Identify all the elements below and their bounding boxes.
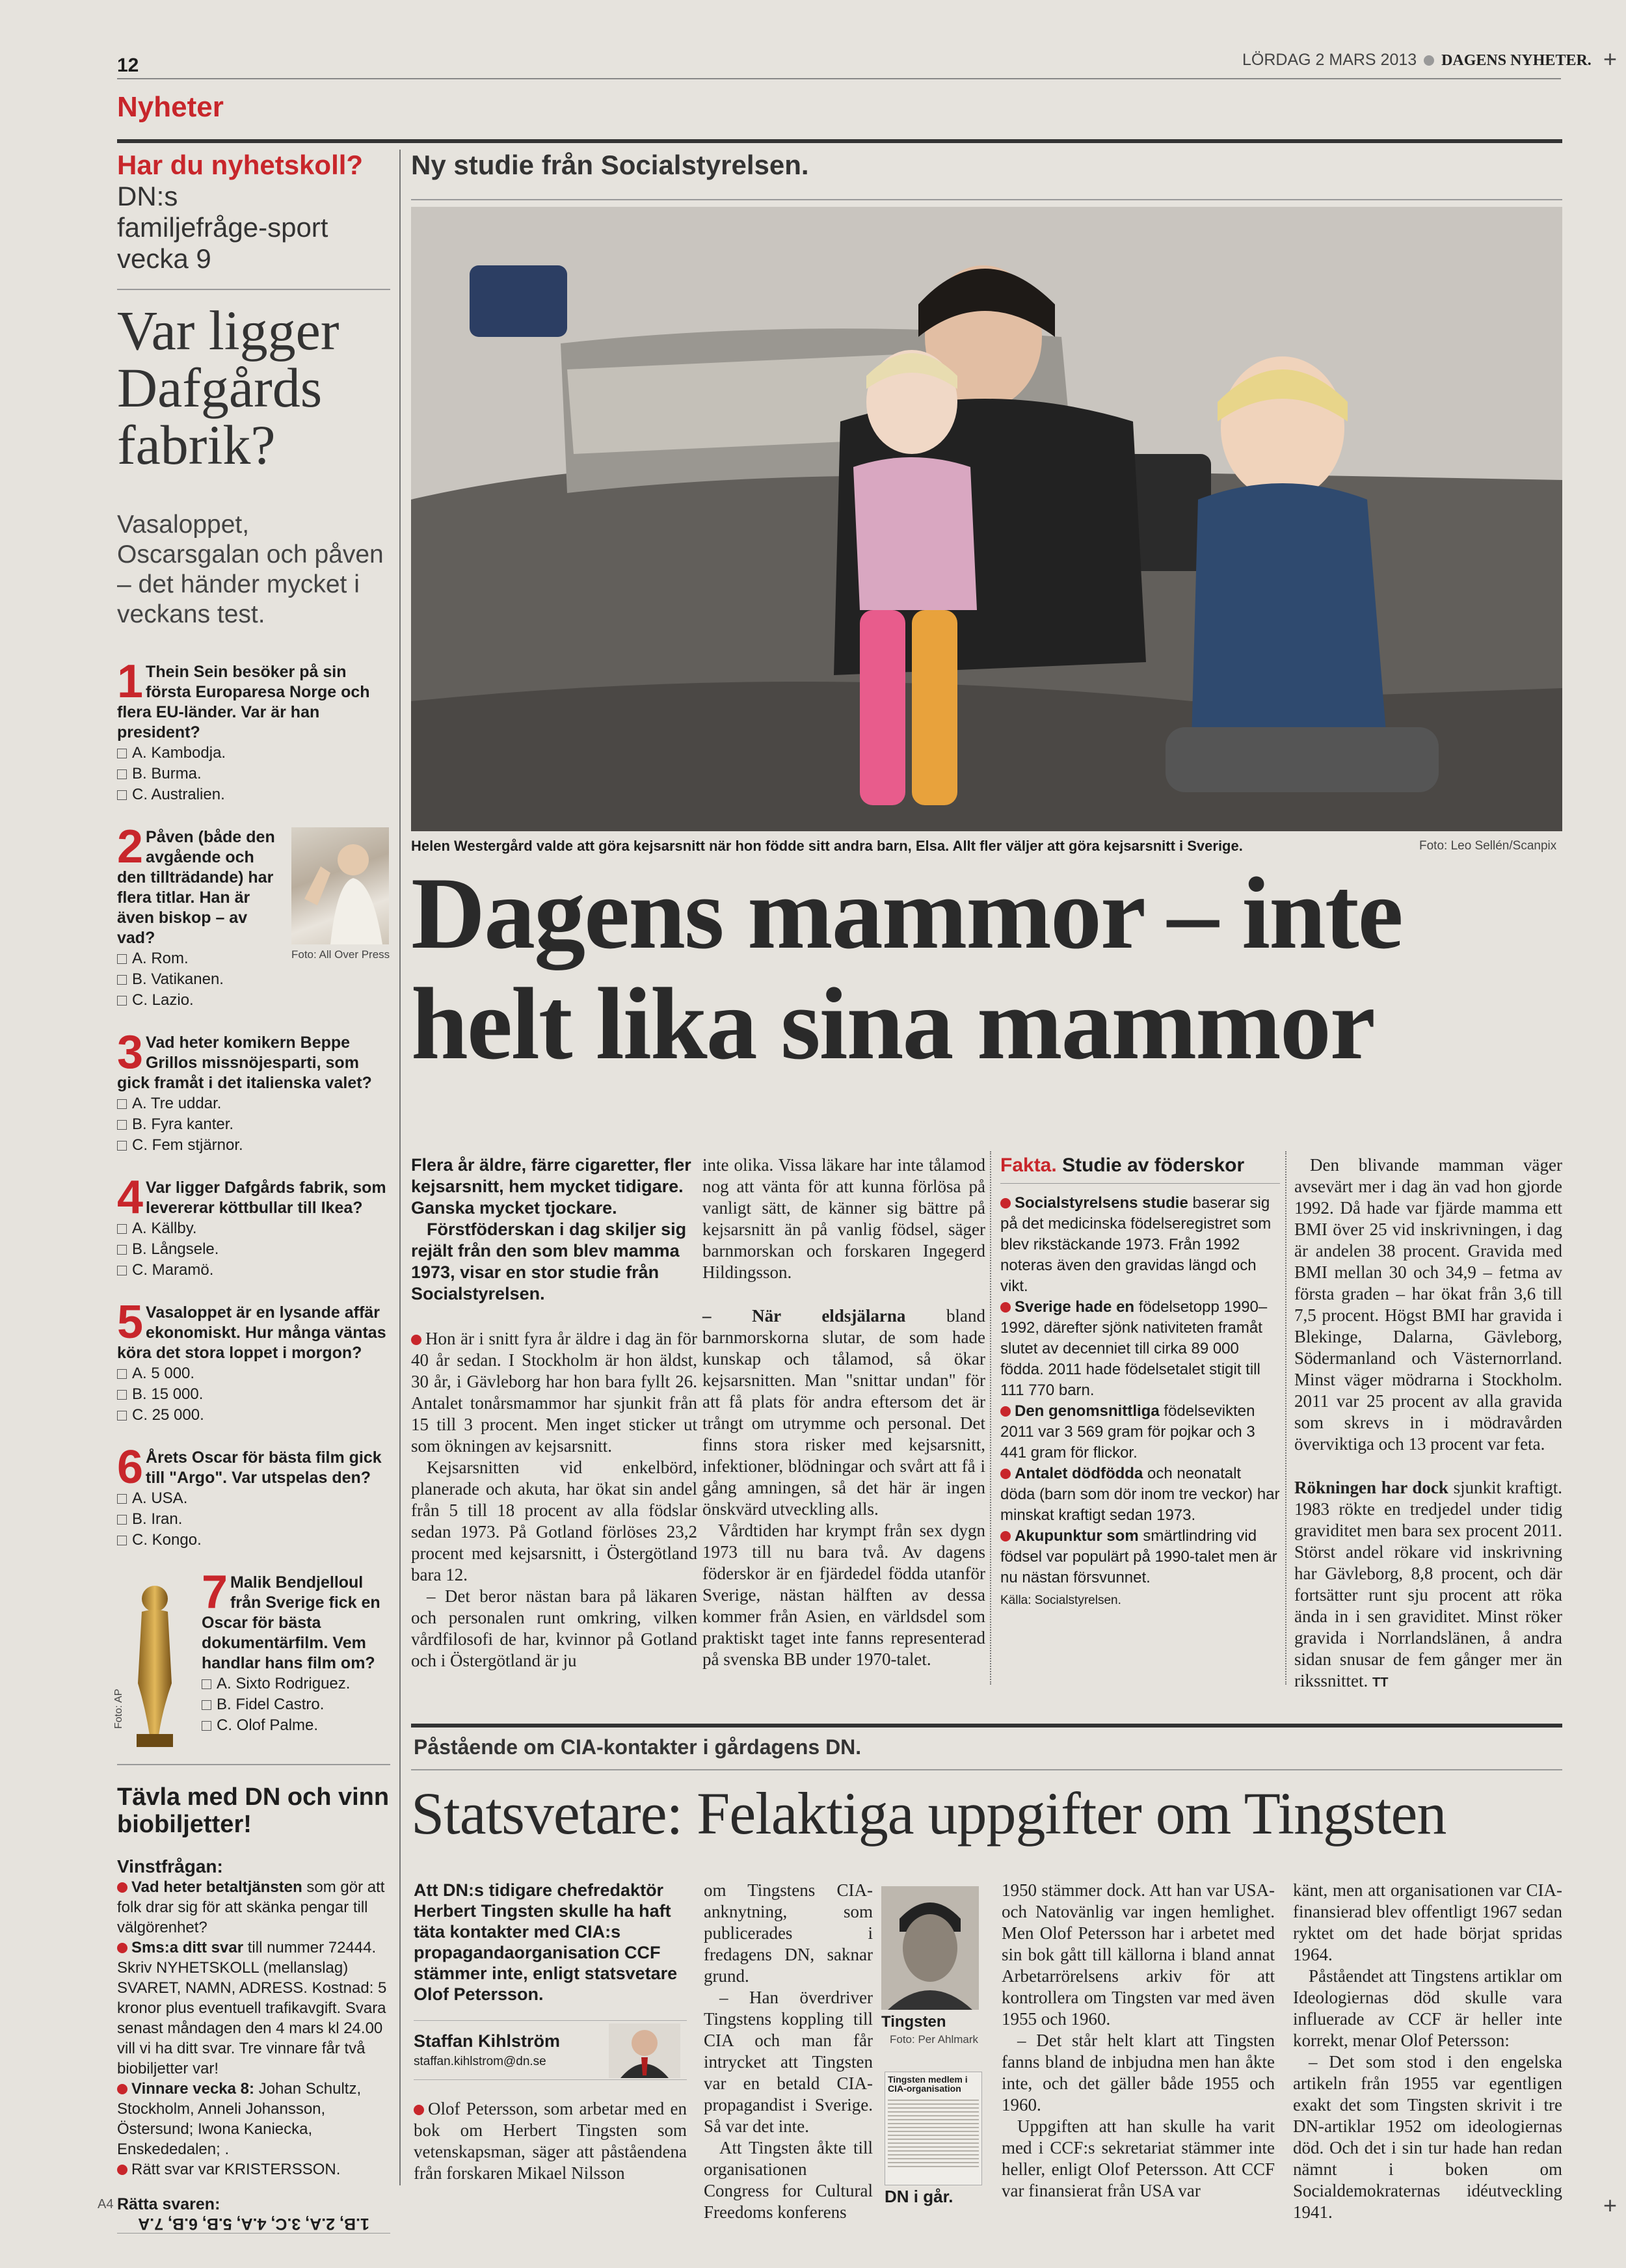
fakta-item: Antalet dödfödda och neonatalt döda (barn som dör inom tre veckor) har minskat kraftigt sedan 1973. [1000,1465,1280,1524]
second-col-3 [1002,1880,1275,2202]
checkbox-icon [117,1099,127,1109]
oscar-statue-photo [117,1579,189,1748]
main-paragraph: Rökningen har dock sjunkit kraftigt. 1983 rökte en tredjedel under tidig graviditet men bara sex procent 2011. Störst andel rökare vid inskrivning har Gävleborg, 8,8 procent, och där fortsätter runt sju procent att röka ända in i sen graviditet. Minst röker gravida i Norrlandslänen, å andra sidan snusar de fem gånger mer än rikssnittet. TT [1294,1478,1562,1690]
option[interactable]: C. Olof Palme. [202,1715,390,1736]
checkbox-icon [117,790,127,800]
contest-item: Vinnare vecka 8: Johan Schultz, Stockholm, Anneli Johansson, Östersund; Iwona Kaniecka, Enskededalen; . [117,2080,362,2158]
fakta-item: Akupunktur som smärtlindring vid födsel var populärt på 1990-talet men är nu nästan försvunnet. [1000,1527,1277,1586]
option[interactable]: A. 5 000. [117,1363,390,1384]
quiz-rule [117,289,390,290]
quiz-question-2 [117,827,390,1011]
main-col-4 [1294,1154,1562,1694]
second-paragraph: 1950 stämmer dock. Att han var USA- och Natovänlig var ingen hemlighet. Men Olof Petersson har i arbetet med sin bok gått till källorna i bland annat Arbetarrörelsens arkiv för att kontrollera om Tingsten var med även 1955 och 1960. [1002,1880,1275,2029]
checkbox-icon [202,1721,211,1731]
main-col-2 [702,1154,985,1670]
fakta-title: Studie av föderskor [1062,1154,1245,1176]
contest-item: Vad heter betaltjänsten som gör att folk drar sig för att skänka pengar till välgörenhet? [117,1878,385,1936]
byline-email: staffan.kihlstrom@dn.se [414,2055,546,2068]
option[interactable]: B. Långsele. [117,1239,390,1260]
main-paragraph: – Det beror nästan bara på läkaren och personalen runt omkring, vilken vårdfilosofi de har, kvinnor på Gotland och i Östergötland är ju [411,1586,697,1670]
tingsten-caption: Tingsten [881,2013,946,2031]
signature: TT [1372,1675,1389,1690]
main-paragraph: Kejsarsnitten vid enkelbörd, planerade och akuta, har ökat sin andel från 5 till 18 procent av alla födslar sedan 1973. På Gotland förlöses 23,2 procent med kejsarsnitt, i Östergötland bara 12. [411,1458,697,1584]
main-paragraph: – När eldsjälarna bland barnmorskorna slutar, de som hade kunskap och tålamod, så ökar kejsarsnitten. Man "snittar undan" för att få plats för andra eftersom det är trångt om utrymme och personal. Det finns stora risker med kejsarsnitt, infektioner, blödningar och svårt att få i gång amningen, så det här är ingen önskvärd utveckling alls. [702,1306,985,1519]
checkbox-icon [117,1536,127,1545]
second-paragraph: Uppgiften att han skulle ha varit med i CCF:s sekretariat stämmer inte heller, enligt Olof Petersson. Att CCF var finansierat från USA var [1002,2116,1275,2200]
main-photo [411,207,1562,831]
checkbox-icon [117,1141,127,1151]
clip-caption: DN i går. [885,2187,953,2206]
second-col-2 [704,1880,873,2223]
option[interactable]: C. 25 000. [117,1405,390,1426]
question-text: Vad heter komikern Beppe Grillos missnöjesparti, som gick framåt i det italienska valet? [117,1034,372,1092]
option[interactable]: A. Kambodja. [117,743,390,764]
bullet-icon [1000,1406,1011,1417]
photo-credit: Foto: Leo Sellén/Scanpix [1419,839,1557,853]
bullet-icon [414,2105,424,2115]
option[interactable]: B. Vatikanen. [117,969,286,990]
quiz-sidebar [113,150,390,2234]
main-kicker-rule [411,199,1562,200]
clip-body-lines [888,2097,979,2168]
quiz-intro: Vasaloppet, Oscarsgalan och påven – det händer mycket i veckans test. [117,511,384,628]
crop-mark-icon: + [1603,2192,1618,2219]
tingsten-credit: Foto: Per Ahlmark [890,2033,979,2046]
option[interactable]: B. Fyra kanter. [117,1114,390,1135]
quiz-question-1 [117,662,390,805]
second-kicker-rule [411,1769,1562,1770]
checkbox-icon [117,996,127,1006]
option[interactable]: C. Kongo. [117,1530,390,1551]
main-kicker: Ny studie från Socialstyrelsen. [411,150,809,180]
question-text: Thein Sein besöker på sin första Europaresa Norge och flera EU-länder. Var är han president? [117,663,370,741]
question-text: Var ligger Dafgårds fabrik, som levererar köttbullar till Ikea? [146,1179,386,1217]
second-paragraph: Olof Petersson, som arbetar med en bok om Herbert Tingsten som vetenskapsman, säger att påståendena från forskaren Mikael Nilsson [414,2099,687,2183]
bullet-icon [411,1335,421,1345]
fakta-box [1000,1154,1280,1608]
fakta-item: Socialstyrelsens studie baserar sig på det medicinska födelseregistret som blev rikstäckande 1973. Från 1992 noteras även den gravidas längd och vikt. [1000,1194,1272,1295]
option[interactable]: C. Australien. [117,784,390,805]
option[interactable]: C. Fem stjärnor. [117,1135,390,1156]
fakta-header [1000,1154,1280,1184]
checkbox-icon [117,1120,127,1130]
checkbox-icon [117,1390,127,1400]
checkbox-icon [117,1494,127,1504]
pope-photo-credit: Foto: All Over Press [291,948,390,961]
checkbox-icon [117,1515,127,1525]
date-label: LÖRDAG 2 MARS 2013 [1242,51,1417,69]
bullet-icon [1000,1531,1011,1541]
fakta-item: Sverige hade en födelsetopp 1990–1992, därefter sjönk nativiteten framåt slutet av decenniet till cirka 89 000 födda. 2011 hade födelsetalet stigit till 111 770 barn. [1000,1298,1268,1399]
main-paragraph: inte olika. Vissa läkare har inte tålamod nog att vänta för att kunna förlösa på vanligt sätt, de känner sig bättre på kejsarsnitt än på vanlig födsel, säger barnmorskan och forskaren Ingegerd Hildingsson. [702,1155,985,1282]
quiz-subtitle: DN:s familjefråge-sport vecka 9 [117,181,328,274]
checkbox-icon [117,954,127,964]
bullet-icon [1000,1198,1011,1208]
question-text: Malik Bendjelloul från Sverige fick en Oscar för bästa dokumentärfilm. Vem handlar hans film om? [202,1573,380,1672]
option[interactable]: C. Maramö. [117,1260,390,1281]
second-paragraph: känt, men att organisationen var CIA-finansierad blev offentligt 1967 sedan ryktet om det hade börjat spridas 1964. [1293,1880,1562,1964]
contest-question-label: Vinstfrågan: [117,1856,223,1876]
checkbox-icon [117,1411,127,1421]
page-code: A4 [98,2197,114,2211]
photo-caption: Helen Westergård valde att göra kejsarsnitt när hon födde sitt andra barn, Elsa. Allt fler väljer att göra kejsarsnitt i Sverige. [411,838,1243,854]
quiz-question-7 [113,1566,390,1752]
checkbox-icon [117,1245,127,1255]
question-number: 2 [117,827,144,873]
option[interactable]: B. Iran. [117,1509,390,1530]
pope-photo [291,827,389,944]
crop-mark-icon: + [1603,46,1618,72]
question-text: Påven (både den avgående och den tillträdande) har flera titlar. Han är även biskop – av vad? [117,828,275,947]
second-paragraph: – Han överdriver Tingstens koppling till CIA och man får intrycket att Tingsten var en betald CIA-propagandist i Sverige. Så var det inte. [704,1988,873,2136]
main-paragraph: Hon är i snitt fyra år äldre i dag än för 40 år sedan. I Stockholm är hon äldst, 30 år, i Gävleborg har hon bara fyllt 26. Antalet tonårsmammor har sjunkit från 15 till 3 procent. Men inget sticker ut som ökningen av kejsarsnitt. [411,1329,697,1456]
section-rule [117,139,1562,143]
option[interactable]: C. Lazio. [117,990,286,1011]
byline-avatar [609,2023,680,2078]
col4-divider [1285,1151,1286,1685]
contest-title: Tävla med DN och vinn biobiljetter! [117,1783,390,1838]
main-lead-2: Förstföderskan i dag skiljer sig rejält från den som blev mamma 1973, visar en stor studie från Socialstyrelsen. [411,1220,687,1303]
clip-headline: Tingsten medlem i CIA-organisation [888,2074,968,2094]
bullet-icon [1000,1469,1011,1479]
contest-item: Sms:a ditt svar till nummer 72444. Skriv NYHETSKOLL (mellanslag) SVARET, NAMN, ADRESS. Kostnad: 5 kronor plus eventuell trafikavgift. Svara senast måndagen den 4 mars kl 24.00 vill vi ha ditt svar. Tre vinnare får två biobiljetter var! [117,1939,387,2077]
second-headline: Statsvetare: Felaktiga uppgifter om Tingsten [411,1780,1446,1847]
main-paragraph: Den blivande mamman väger avsevärt mer i dag än vad hon gjorde 1992. Då hade var fjärde mamma ett BMI över 25 vid inskrivningen, i dag är andelen 38 procent. Gravida med BMI mellan 30 och 34,9 – fetma av första graden – har ökat från 3,6 till 7,5 procent. Högst BMI har gravida i Blekinge, Dalarna, Gävleborg, Södermanland och Västernorrland. Minst väger mödrarna i Stockholm. 2011 var 25 procent av alla gravida som skrevs in i mödravården överviktiga och 13 procent var feta. [1294,1155,1562,1454]
answers-label: Rätta svaren: [117,2195,220,2213]
second-paragraph: – Det står helt klart att Tingsten fanns bland de inbjudna men han åkte inte, och det gäller både 1955 och 1960. [1002,2031,1275,2115]
checkbox-icon [202,1679,211,1689]
section-label: Nyheter [117,91,224,123]
option[interactable]: B. Fidel Castro. [202,1694,390,1715]
second-paragraph: Att Tingsten åkte till organisationen Congress for Cultural Freedoms konferens [704,2138,873,2222]
main-paragraph: Vårdtiden har krympt från sex dygn 1973 till nu bara två. Av dagens föderskor är en fjärdedel födda utanför Sverige, nästan hälften av dessa kommer från Asien, en världsdel som praktiskt taget inte fanns representerad på svenska BB under 1970-talet. [702,1521,985,1669]
oscar-photo-credit: Foto: AP [113,1688,124,1729]
quiz-question-6 [117,1448,390,1551]
bullet-icon [117,2084,127,2094]
quiz-question-4 [117,1178,390,1281]
option[interactable]: A. Källby. [117,1218,390,1239]
checkbox-icon [117,1369,127,1379]
second-kicker: Påstående om CIA-kontakter i gårdagens DN. [414,1735,862,1759]
second-col-1 [414,1880,687,2184]
question-text: Årets Oscar för bästa film gick till "Argo". Var utspelas den? [146,1448,382,1487]
fakta-label: Fakta. [1000,1154,1057,1176]
checkbox-icon [117,1224,127,1234]
bullet-icon [117,2165,127,2175]
answers-upside-down: 1.B, 2.A, 3.C, 4.A, 5.B, 6.B, 7.A [117,2214,390,2234]
newspaper-clip-thumbnail [885,2072,982,2185]
fakta-item: Den genomsnittliga födelsevikten 2011 var 3 569 gram för pojkar och 3 441 gram för flickor. [1000,1402,1255,1461]
second-story-rule [411,1724,1562,1728]
quiz-headline: Var ligger Dafgårds fabrik? [117,299,340,476]
quiz-kicker: Har du nyhetskoll? [117,150,364,180]
sidebar-divider [399,150,401,2185]
option[interactable]: A. Sixto Rodriguez. [202,1674,390,1694]
question-number: 5 [117,1303,144,1348]
second-col-4 [1293,1880,1562,2223]
second-paragraph: Påståendet att Tingstens artiklar om Ideologiernas död skulle vara influerade av CCF är heller inte korrekt, menar Olof Petersson: [1293,1966,1562,2050]
second-paragraph: om Tingstens CIA-anknytning, som publicerades i fredagens DN, saknar grund. [704,1880,873,1986]
masthead-rule [117,78,1561,79]
checkbox-icon [117,975,127,985]
checkbox-icon [117,749,127,758]
question-number: 6 [117,1448,144,1493]
option[interactable]: B. Burma. [117,764,390,784]
paper-name: DAGENS NYHETER. [1441,52,1592,69]
option[interactable]: B. 15 000. [117,1384,390,1405]
main-col-1 [411,1154,697,1672]
question-number: 7 [202,1566,228,1618]
page-number: 12 [117,55,139,76]
byline-name: Staffan Kihlström [414,2031,561,2051]
main-headline: Dagens mammor – inte helt lika sina mammor [411,857,1402,1081]
checkbox-icon [117,1266,127,1275]
page-date [1242,51,1592,70]
option[interactable]: A. USA. [117,1488,390,1509]
contest-rule [117,1764,390,1765]
masthead-dot-icon [1424,55,1434,66]
quiz-question-5 [117,1303,390,1426]
tingsten-photo [881,1886,979,2010]
second-lead: Att DN:s tidigare chefredaktör Herbert Tingsten skulle ha haft täta kontakter med CIA:s propagandaorganisation CCF stämmer inte, enligt statsvetare Olof Petersson. [414,1880,678,2004]
question-number: 4 [117,1178,144,1223]
main-lead: Flera år äldre, färre cigaretter, fler kejsarsnitt, hem mycket tidigare. Ganska mycket tjockare. [411,1155,691,1218]
option[interactable]: A. Rom. [117,948,286,969]
quiz-question-3 [117,1033,390,1156]
bullet-icon [117,1882,127,1893]
checkbox-icon [202,1700,211,1710]
option[interactable]: A. Tre uddar. [117,1093,390,1114]
question-number: 1 [117,662,144,708]
contest-item: Rätt svar var KRISTERSSON. [117,2159,390,2180]
bullet-icon [1000,1302,1011,1313]
second-paragraph: – Det som stod i den engelska artikeln från 1955 var egentligen exakt det som Tingsten skrivit i tre DN-artiklar 1952 om ideologiernas död. Och det i sin tur hade han redan nämnt i boken om Socialdemokraternas idéutveckling 1941. [1293,2052,1562,2222]
checkbox-icon [117,769,127,779]
question-number: 3 [117,1033,144,1078]
question-text: Vasaloppet är en lysande affär ekonomiskt. Hur många väntas köra det stora loppet i morgon? [117,1303,386,1362]
bullet-icon [117,1943,127,1953]
fakta-source: Källa: Socialstyrelsen. [1000,1594,1121,1607]
fakta-divider [990,1151,991,1685]
byline [414,2020,687,2080]
